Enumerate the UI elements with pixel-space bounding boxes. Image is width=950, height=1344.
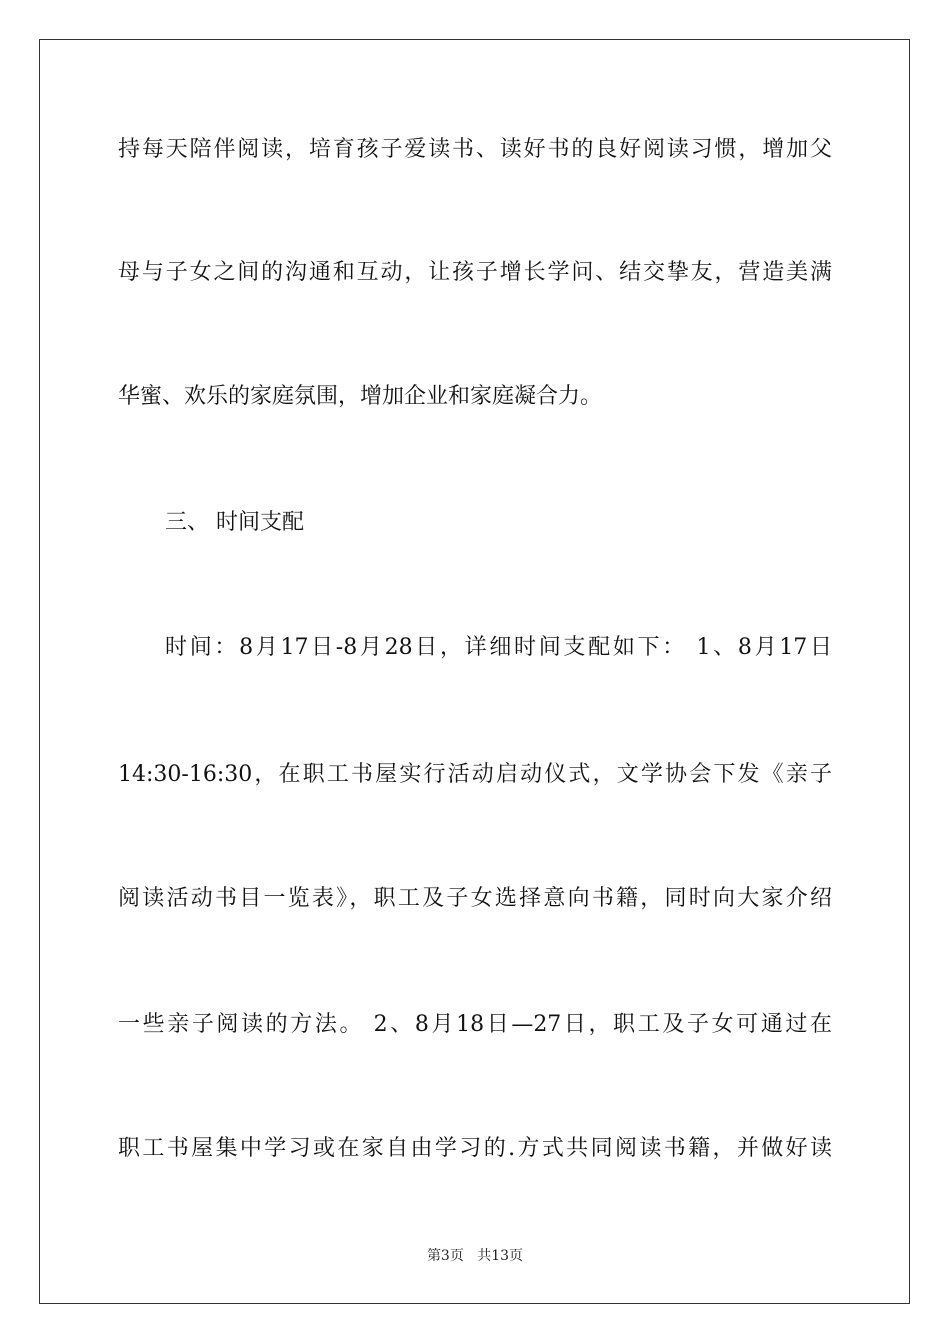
section-heading: 三、 时间支配	[165, 510, 304, 535]
paragraph-line: 时间：8月17日-8月28日，详细时间支配如下： 1、8月17日	[165, 635, 832, 660]
page-border	[39, 39, 910, 1304]
page-footer	[0, 1247, 950, 1265]
paragraph-line: 职工书屋集中学习或在家自由学习的.方式共同阅读书籍，并做好读	[118, 1136, 832, 1161]
page-total: 共13页	[477, 1248, 524, 1264]
paragraph-line: 14:30-16:30，在职工书屋实行活动启动仪式，文学协会下发《亲子	[118, 762, 832, 787]
paragraph-line: 一些亲子阅读的方法。 2、8月18日—27日，职工及子女可通过在	[118, 1012, 832, 1037]
page-number: 第3页	[426, 1248, 464, 1264]
paragraph-line: 华蜜、欢乐的家庭氛围，增加企业和家庭凝合力。	[118, 384, 603, 409]
paragraph-line: 阅读活动书目一览表》，职工及子女选择意向书籍，同时向大家介绍	[118, 886, 832, 911]
paragraph-line: 持每天陪伴阅读，培育孩子爱读书、读好书的良好阅读习惯，增加父	[118, 137, 832, 162]
paragraph-line: 母与子女之间的沟通和互动，让孩子增长学问、结交挚友，营造美满	[118, 260, 832, 285]
